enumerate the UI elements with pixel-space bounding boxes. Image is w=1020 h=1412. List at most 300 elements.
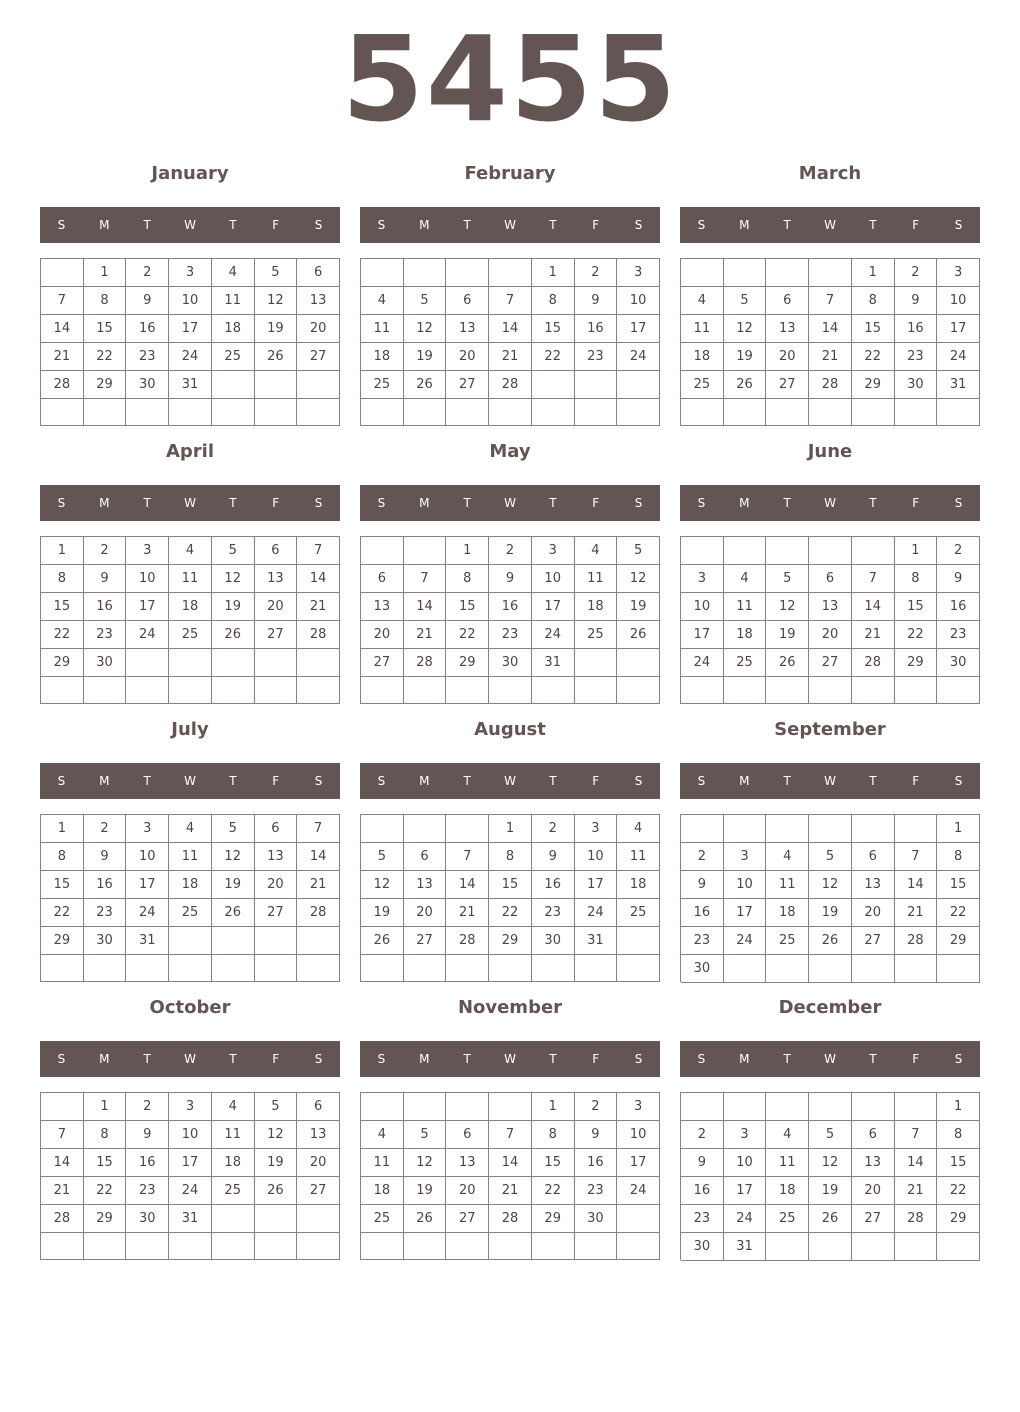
day-cell: 7 — [446, 843, 489, 871]
day-cell: 10 — [681, 593, 724, 621]
day-cell: 8 — [532, 287, 575, 315]
weekday-header — [680, 207, 980, 243]
day-cell: 29 — [84, 1205, 127, 1233]
empty-day-cell — [809, 399, 852, 426]
empty-day-cell — [852, 677, 895, 704]
day-cell: 11 — [617, 843, 660, 871]
day-cell: 2 — [532, 815, 575, 843]
day-cell: 23 — [937, 621, 980, 649]
day-cell: 13 — [255, 843, 298, 871]
empty-day-cell — [255, 649, 298, 677]
empty-day-cell — [446, 1233, 489, 1260]
day-cell: 5 — [404, 287, 447, 315]
day-cell: 27 — [255, 621, 298, 649]
empty-day-cell — [255, 1205, 298, 1233]
day-cell: 29 — [937, 1205, 980, 1233]
day-cell: 24 — [169, 1177, 212, 1205]
weekday-label: F — [592, 496, 600, 510]
empty-day-cell — [255, 1233, 298, 1260]
month-name: September — [774, 719, 886, 740]
day-cell: 11 — [212, 1121, 255, 1149]
day-cell: 16 — [84, 871, 127, 899]
day-cell: 13 — [446, 315, 489, 343]
weekday-header — [680, 1041, 980, 1077]
day-cell: 21 — [446, 899, 489, 927]
weekday-header — [680, 485, 980, 521]
month-name: January — [151, 163, 229, 184]
day-cell: 2 — [575, 1093, 618, 1121]
day-cell: 19 — [361, 899, 404, 927]
empty-day-cell — [361, 677, 404, 704]
day-cell: 30 — [126, 1205, 169, 1233]
day-cell: 15 — [41, 871, 84, 899]
day-cell: 26 — [404, 371, 447, 399]
day-cell: 28 — [809, 371, 852, 399]
weekday-label: M — [739, 496, 750, 510]
day-cell: 18 — [766, 899, 809, 927]
day-cell: 12 — [809, 871, 852, 899]
empty-day-cell — [169, 1233, 212, 1260]
empty-day-cell — [852, 955, 895, 983]
day-cell: 12 — [617, 565, 660, 593]
day-cell: 8 — [446, 565, 489, 593]
empty-day-cell — [489, 677, 532, 704]
day-cell: 15 — [937, 871, 980, 899]
day-cell: 10 — [126, 843, 169, 871]
day-cell: 22 — [489, 899, 532, 927]
day-cell: 29 — [84, 371, 127, 399]
weekday-label: M — [419, 218, 430, 232]
empty-day-cell — [446, 1093, 489, 1121]
day-cell: 4 — [361, 1121, 404, 1149]
day-cell: 1 — [489, 815, 532, 843]
day-cell: 10 — [724, 1149, 767, 1177]
day-cell: 15 — [84, 1149, 127, 1177]
day-cell: 12 — [212, 565, 255, 593]
weekday-label: F — [912, 496, 920, 510]
day-cell: 26 — [212, 899, 255, 927]
day-cell: 28 — [297, 621, 340, 649]
day-cell: 9 — [575, 1121, 618, 1149]
day-cell: 25 — [766, 927, 809, 955]
empty-day-cell — [489, 259, 532, 287]
empty-day-cell — [297, 399, 340, 426]
empty-day-cell — [361, 399, 404, 426]
weekday-header — [40, 485, 340, 521]
day-cell: 28 — [489, 371, 532, 399]
day-cell: 1 — [84, 259, 127, 287]
day-cell: 25 — [169, 899, 212, 927]
day-cell: 25 — [212, 343, 255, 371]
day-cell: 6 — [255, 815, 298, 843]
weekday-label: W — [184, 218, 196, 232]
day-cell: 23 — [532, 899, 575, 927]
empty-day-cell — [297, 649, 340, 677]
day-cell: 12 — [255, 1121, 298, 1149]
empty-day-cell — [404, 955, 447, 982]
day-cell: 6 — [446, 1121, 489, 1149]
empty-day-cell — [617, 955, 660, 982]
day-cell: 26 — [809, 1205, 852, 1233]
empty-day-cell — [852, 1093, 895, 1121]
day-cell: 5 — [404, 1121, 447, 1149]
day-cell: 18 — [212, 1149, 255, 1177]
empty-day-cell — [489, 1093, 532, 1121]
weekday-label: F — [592, 218, 600, 232]
weekday-label: S — [57, 774, 66, 788]
day-cell: 21 — [895, 1177, 938, 1205]
day-cell: 17 — [617, 1149, 660, 1177]
day-cell: 13 — [297, 287, 340, 315]
month-name: October — [149, 997, 231, 1018]
day-cell: 10 — [532, 565, 575, 593]
empty-day-cell — [724, 677, 767, 704]
weekday-label: T — [549, 1052, 557, 1066]
weekday-label: T — [143, 774, 151, 788]
day-cell: 11 — [169, 843, 212, 871]
empty-day-cell — [937, 955, 980, 983]
day-cell: 17 — [617, 315, 660, 343]
empty-day-cell — [297, 677, 340, 704]
day-grid — [680, 814, 980, 982]
day-cell: 13 — [361, 593, 404, 621]
day-cell: 9 — [937, 565, 980, 593]
day-cell: 15 — [852, 315, 895, 343]
empty-day-cell — [766, 1093, 809, 1121]
empty-day-cell — [852, 537, 895, 565]
weekday-header — [360, 763, 660, 799]
weekday-label: S — [314, 774, 323, 788]
empty-day-cell — [724, 537, 767, 565]
day-cell: 4 — [681, 287, 724, 315]
empty-day-cell — [724, 259, 767, 287]
weekday-label: S — [57, 218, 66, 232]
empty-day-cell — [361, 537, 404, 565]
weekday-label: S — [377, 1052, 386, 1066]
day-cell: 31 — [575, 927, 618, 955]
day-cell: 25 — [681, 371, 724, 399]
day-cell: 21 — [41, 1177, 84, 1205]
empty-day-cell — [575, 371, 618, 399]
weekday-label: S — [634, 496, 643, 510]
empty-day-cell — [212, 649, 255, 677]
day-cell: 30 — [681, 1233, 724, 1261]
day-cell: 31 — [169, 1205, 212, 1233]
day-cell: 14 — [446, 871, 489, 899]
empty-day-cell — [766, 537, 809, 565]
day-cell: 27 — [809, 649, 852, 677]
day-cell: 7 — [489, 287, 532, 315]
weekday-label: W — [504, 218, 516, 232]
weekday-label: S — [954, 1052, 963, 1066]
empty-day-cell — [446, 259, 489, 287]
empty-day-cell — [895, 1233, 938, 1261]
empty-day-cell — [809, 1233, 852, 1261]
day-cell: 25 — [766, 1205, 809, 1233]
day-cell: 9 — [895, 287, 938, 315]
day-cell: 27 — [446, 371, 489, 399]
day-cell: 30 — [895, 371, 938, 399]
weekday-label: W — [504, 496, 516, 510]
day-cell: 2 — [895, 259, 938, 287]
empty-day-cell — [212, 399, 255, 426]
day-cell: 7 — [489, 1121, 532, 1149]
day-cell: 27 — [404, 927, 447, 955]
day-cell: 25 — [212, 1177, 255, 1205]
day-cell: 6 — [809, 565, 852, 593]
empty-day-cell — [681, 259, 724, 287]
day-cell: 7 — [852, 565, 895, 593]
day-cell: 10 — [724, 871, 767, 899]
day-cell: 14 — [489, 315, 532, 343]
day-cell: 27 — [297, 343, 340, 371]
day-cell: 27 — [852, 927, 895, 955]
empty-day-cell — [404, 399, 447, 426]
day-cell: 23 — [575, 1177, 618, 1205]
day-cell: 14 — [297, 843, 340, 871]
day-cell: 23 — [489, 621, 532, 649]
day-cell: 28 — [297, 899, 340, 927]
day-cell: 7 — [41, 1121, 84, 1149]
day-cell: 21 — [489, 343, 532, 371]
day-cell: 29 — [489, 927, 532, 955]
empty-day-cell — [681, 815, 724, 843]
day-cell: 22 — [84, 1177, 127, 1205]
day-cell: 22 — [895, 621, 938, 649]
empty-day-cell — [404, 1233, 447, 1260]
weekday-label: W — [824, 496, 836, 510]
day-cell: 25 — [724, 649, 767, 677]
day-cell: 31 — [937, 371, 980, 399]
day-cell: 13 — [404, 871, 447, 899]
empty-day-cell — [809, 1093, 852, 1121]
empty-day-cell — [681, 1093, 724, 1121]
weekday-label: S — [697, 496, 706, 510]
day-cell: 31 — [126, 927, 169, 955]
day-cell: 4 — [169, 815, 212, 843]
day-cell: 21 — [895, 899, 938, 927]
day-cell: 3 — [724, 843, 767, 871]
weekday-label: T — [463, 1052, 471, 1066]
day-cell: 10 — [126, 565, 169, 593]
empty-day-cell — [809, 955, 852, 983]
day-cell: 6 — [852, 843, 895, 871]
day-cell: 19 — [404, 1177, 447, 1205]
day-cell: 9 — [575, 287, 618, 315]
day-cell: 23 — [575, 343, 618, 371]
day-cell: 20 — [852, 899, 895, 927]
day-cell: 21 — [489, 1177, 532, 1205]
day-cell: 2 — [489, 537, 532, 565]
day-grid — [680, 258, 980, 426]
weekday-label: S — [697, 218, 706, 232]
day-cell: 21 — [852, 621, 895, 649]
empty-day-cell — [169, 955, 212, 982]
day-cell: 14 — [41, 1149, 84, 1177]
day-cell: 27 — [361, 649, 404, 677]
day-cell: 24 — [724, 1205, 767, 1233]
empty-day-cell — [489, 399, 532, 426]
empty-day-cell — [446, 677, 489, 704]
day-cell: 4 — [169, 537, 212, 565]
day-cell: 16 — [489, 593, 532, 621]
weekday-label: M — [739, 218, 750, 232]
day-cell: 3 — [169, 1093, 212, 1121]
empty-day-cell — [404, 1093, 447, 1121]
empty-day-cell — [809, 537, 852, 565]
weekday-label: T — [143, 1052, 151, 1066]
empty-day-cell — [84, 1233, 127, 1260]
day-cell: 6 — [404, 843, 447, 871]
day-grid — [360, 258, 660, 426]
day-cell: 23 — [895, 343, 938, 371]
day-cell: 16 — [681, 899, 724, 927]
calendar-year-title: 5455 — [341, 10, 679, 148]
day-cell: 30 — [532, 927, 575, 955]
day-cell: 13 — [809, 593, 852, 621]
day-cell: 19 — [255, 1149, 298, 1177]
day-cell: 8 — [895, 565, 938, 593]
empty-day-cell — [532, 399, 575, 426]
empty-day-cell — [404, 815, 447, 843]
day-cell: 26 — [724, 371, 767, 399]
day-cell: 3 — [681, 565, 724, 593]
weekday-label: S — [314, 496, 323, 510]
day-cell: 30 — [84, 649, 127, 677]
day-cell: 26 — [361, 927, 404, 955]
day-cell: 3 — [937, 259, 980, 287]
day-cell: 18 — [575, 593, 618, 621]
weekday-label: F — [592, 774, 600, 788]
weekday-label: S — [697, 1052, 706, 1066]
day-cell: 2 — [681, 1121, 724, 1149]
day-cell: 23 — [681, 1205, 724, 1233]
empty-day-cell — [255, 955, 298, 982]
day-cell: 19 — [255, 315, 298, 343]
weekday-label: T — [869, 218, 877, 232]
day-cell: 16 — [126, 1149, 169, 1177]
day-cell: 17 — [575, 871, 618, 899]
day-cell: 1 — [937, 815, 980, 843]
day-cell: 4 — [766, 1121, 809, 1149]
day-cell: 22 — [41, 899, 84, 927]
empty-day-cell — [41, 259, 84, 287]
day-cell: 19 — [404, 343, 447, 371]
day-cell: 29 — [41, 649, 84, 677]
weekday-label: T — [229, 1052, 237, 1066]
empty-day-cell — [489, 1233, 532, 1260]
day-cell: 23 — [126, 1177, 169, 1205]
day-grid — [40, 258, 340, 426]
day-cell: 27 — [766, 371, 809, 399]
day-cell: 29 — [937, 927, 980, 955]
day-cell: 8 — [489, 843, 532, 871]
empty-day-cell — [84, 955, 127, 982]
day-cell: 11 — [361, 1149, 404, 1177]
day-cell: 1 — [532, 1093, 575, 1121]
weekday-label: W — [824, 1052, 836, 1066]
day-cell: 11 — [212, 287, 255, 315]
day-cell: 10 — [169, 1121, 212, 1149]
day-cell: 1 — [41, 815, 84, 843]
weekday-label: W — [184, 774, 196, 788]
day-cell: 6 — [446, 287, 489, 315]
day-cell: 14 — [41, 315, 84, 343]
empty-day-cell — [852, 1233, 895, 1261]
weekday-label: T — [229, 774, 237, 788]
day-cell: 18 — [361, 1177, 404, 1205]
day-cell: 20 — [404, 899, 447, 927]
day-cell: 10 — [169, 287, 212, 315]
month-name: December — [778, 997, 882, 1018]
month-name: November — [457, 997, 563, 1018]
month-name: August — [474, 719, 546, 740]
day-cell: 2 — [84, 815, 127, 843]
empty-day-cell — [41, 399, 84, 426]
day-cell: 5 — [766, 565, 809, 593]
day-cell: 3 — [169, 259, 212, 287]
day-cell: 10 — [937, 287, 980, 315]
day-cell: 16 — [126, 315, 169, 343]
day-cell: 9 — [126, 287, 169, 315]
weekday-header — [40, 1041, 340, 1077]
day-cell: 8 — [84, 1121, 127, 1149]
day-cell: 8 — [852, 287, 895, 315]
day-cell: 29 — [852, 371, 895, 399]
day-cell: 3 — [724, 1121, 767, 1149]
day-cell: 30 — [575, 1205, 618, 1233]
empty-day-cell — [617, 1205, 660, 1233]
day-cell: 26 — [255, 1177, 298, 1205]
empty-day-cell — [169, 677, 212, 704]
day-cell: 2 — [126, 259, 169, 287]
empty-day-cell — [895, 677, 938, 704]
empty-day-cell — [212, 371, 255, 399]
day-cell: 23 — [126, 343, 169, 371]
day-cell: 9 — [84, 565, 127, 593]
day-cell: 4 — [212, 259, 255, 287]
empty-day-cell — [532, 371, 575, 399]
weekday-header — [360, 485, 660, 521]
weekday-label: M — [99, 496, 110, 510]
day-cell: 7 — [297, 815, 340, 843]
day-cell: 10 — [617, 1121, 660, 1149]
day-cell: 8 — [937, 843, 980, 871]
day-cell: 5 — [809, 843, 852, 871]
day-cell: 25 — [575, 621, 618, 649]
day-cell: 14 — [404, 593, 447, 621]
day-cell: 26 — [212, 621, 255, 649]
empty-day-cell — [126, 649, 169, 677]
empty-day-cell — [255, 927, 298, 955]
day-cell: 13 — [766, 315, 809, 343]
empty-day-cell — [895, 815, 938, 843]
day-grid — [680, 1092, 980, 1260]
empty-day-cell — [212, 1205, 255, 1233]
empty-day-cell — [895, 1093, 938, 1121]
day-cell: 16 — [895, 315, 938, 343]
day-grid — [360, 1092, 660, 1260]
day-cell: 4 — [361, 287, 404, 315]
day-cell: 30 — [937, 649, 980, 677]
day-cell: 24 — [724, 927, 767, 955]
day-cell: 1 — [446, 537, 489, 565]
empty-day-cell — [809, 677, 852, 704]
day-cell: 26 — [766, 649, 809, 677]
day-cell: 10 — [575, 843, 618, 871]
day-cell: 20 — [446, 1177, 489, 1205]
empty-day-cell — [937, 677, 980, 704]
